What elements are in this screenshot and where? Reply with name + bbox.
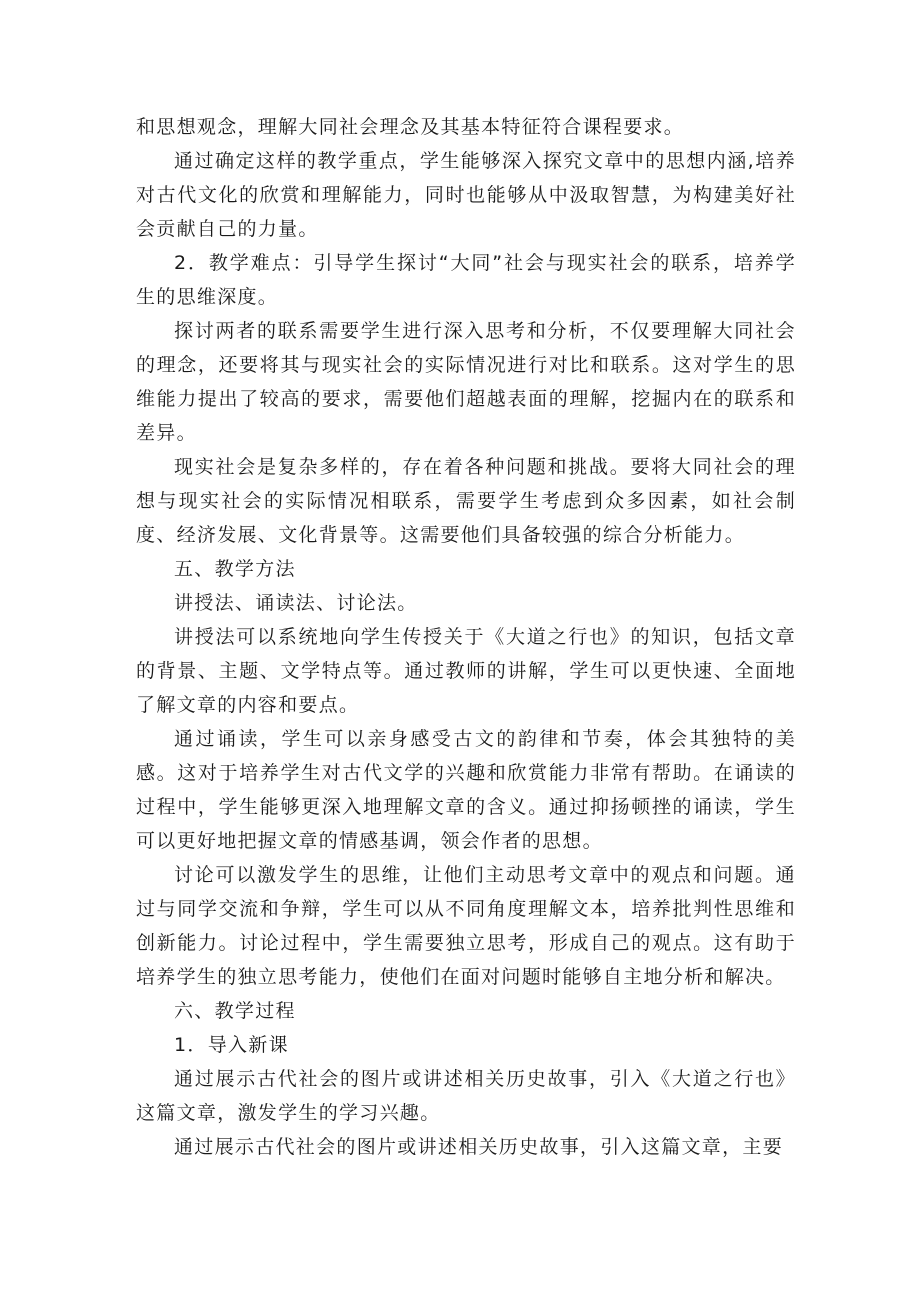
- paragraph: 和思想观念，理解大同社会理念及其基本特征符合课程要求。: [136, 116, 685, 138]
- document-body: [136, 110, 796, 1164]
- section-heading: 2．教学难点：引导学生探讨“大同”社会与现实社会的联系，培养学生的思维深度。: [136, 252, 796, 308]
- paragraph: 通过展示古代社会的图片或讲述相关历史故事，引入这篇文章，主要: [174, 1136, 784, 1158]
- paragraph: 现实社会是复杂多样的，存在着各种问题和挑战。要将大同社会的理想与现实社会的实际情况相联系，需要学生考虑到众多因素，如社会制度、经济发展、文化背景等。这需要他们具备较强的综合分析能力。: [136, 456, 796, 546]
- paragraph: 讲授法可以系统地向学生传授关于《大道之行也》的知识，包括文章的背景、主题、文学特点等。通过教师的讲解，学生可以更快速、全面地了解文章的内容和要点。: [136, 626, 796, 716]
- section-heading: 六、教学过程: [174, 1000, 296, 1022]
- paragraph: 通过展示古代社会的图片或讲述相关历史故事，引入《大道之行也》这篇文章，激发学生的学习兴趣。: [136, 1068, 796, 1124]
- subsection-heading: 1．导入新课: [174, 1034, 289, 1056]
- section-heading: 五、教学方法: [174, 558, 296, 580]
- paragraph: 通过确定这样的教学重点，学生能够深入探究文章中的思想内涵,培养对古代文化的欣赏和理解能力，同时也能够从中汲取智慧，为构建美好社会贡献自己的力量。: [136, 150, 796, 240]
- paragraph: 通过诵读，学生可以亲身感受古文的韵律和节奏，体会其独特的美感。这对于培养学生对古代文学的兴趣和欣赏能力非常有帮助。在诵读的过程中，学生能够更深入地理解文章的含义。通过抑扬顿挫的诵读，学生可以更好地把握文章的情感基调，领会作者的思想。: [136, 728, 796, 852]
- paragraph: 讲授法、诵读法、讨论法。: [174, 592, 418, 614]
- paragraph: 讨论可以激发学生的思维，让他们主动思考文章中的观点和问题。通过与同学交流和争辩，学生可以从不同角度理解文本，培养批判性思维和创新能力。讨论过程中，学生需要独立思考，形成自己的观点。这有助于培养学生的独立思考能力，使他们在面对问题时能够自主地分析和解决。: [136, 864, 796, 988]
- paragraph: 探讨两者的联系需要学生进行深入思考和分析，不仅要理解大同社会的理念，还要将其与现实社会的实际情况进行对比和联系。这对学生的思维能力提出了较高的要求，需要他们超越表面的理解，挖掘内在的联系和差异。: [136, 320, 796, 444]
